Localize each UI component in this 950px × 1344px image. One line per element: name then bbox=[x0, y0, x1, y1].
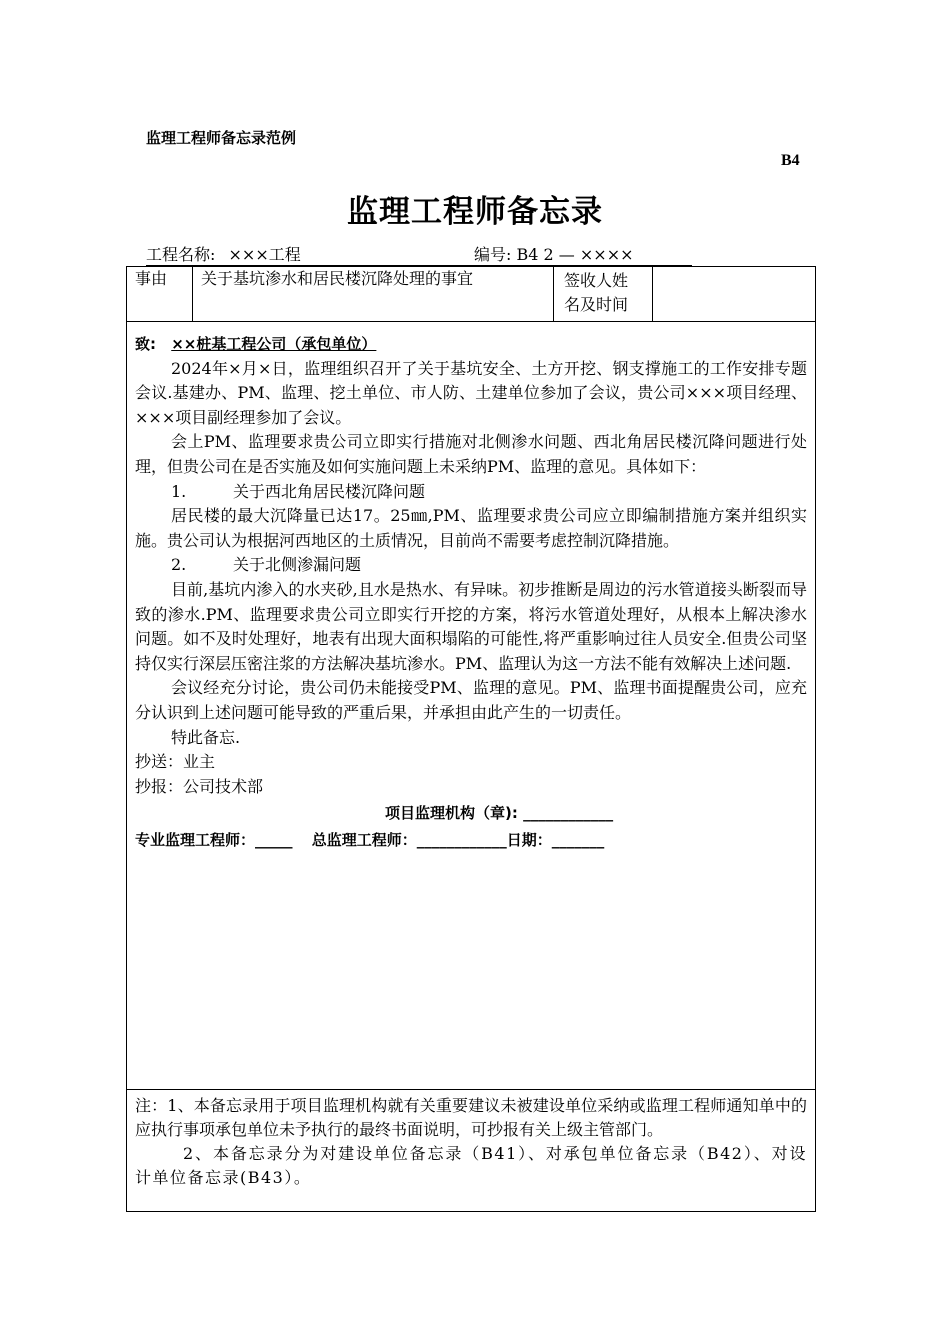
number-value: B4 2 — ×××× bbox=[516, 245, 634, 264]
project-label: 工程名称: bbox=[146, 245, 216, 264]
signature-line bbox=[135, 828, 807, 853]
item-title: 关于北侧渗漏问题 bbox=[233, 555, 362, 575]
subject-label: 事由 bbox=[127, 267, 193, 322]
note-2: 2、本备忘录分为对建设单位备忘录（B41）、对承包单位备忘录（B42）、对设计单位备忘录(B43）。 bbox=[135, 1144, 807, 1187]
signature-block bbox=[135, 801, 807, 852]
item-number: 2. bbox=[171, 555, 187, 575]
recipient-label: 致: bbox=[135, 335, 156, 353]
paragraph-closing: 特此备忘. bbox=[171, 727, 241, 747]
subject-value: 关于基坑渗水和居民楼沉降处理的事宜 bbox=[193, 267, 554, 322]
memo-table bbox=[126, 266, 816, 1212]
form-code: B4 bbox=[781, 152, 800, 169]
document-number-field bbox=[474, 245, 692, 265]
page-title: 监理工程师备忘录 bbox=[347, 194, 603, 230]
paragraph-conclusion: 会议经充分讨论，贵公司仍未能接受PM、监理的意见。PM、监理书面提醒贵公司，应充分认识到上述问题可能导致的严重后果，并承担由此产生的一切责任。 bbox=[135, 678, 807, 722]
organization-seal-line: 项目监理机构（章): ____________ bbox=[385, 804, 614, 823]
item-heading-settlement bbox=[135, 480, 807, 505]
signer-label bbox=[554, 267, 653, 322]
paragraph-meeting: 2024年×月×日，监理组织召开了关于基坑安全、土方开挖、钢支撑施工的工作安排专题会议.基建办、PM、监理、挖土单位、市人防、土建单位参加了会议，贵公司×××项目经理、×××项目副经理参加了会议。 bbox=[135, 358, 807, 427]
item-heading-leakage bbox=[135, 553, 807, 578]
document-label: 监理工程师备忘录范例 bbox=[146, 129, 297, 147]
recipient-line bbox=[135, 332, 807, 357]
project-value: ×××工程 bbox=[228, 245, 301, 264]
cc-owner: 抄送：业主 bbox=[135, 752, 216, 772]
notes bbox=[127, 1090, 816, 1212]
paragraph-leakage: 目前,基坑内渗入的水夹砂,且水是热水、有异味。初步推断是周边的污水管道接头断裂而导致的渗水.PM、监理要求贵公司立即实行开挖的方案，将污水管道处理好，从根本上解决渗水问题。如不及时处理好，地表有出现大面积塌陷的可能性,将严重影响过往人员安全.但贵公司坚持仅实行深层压密注浆的方法解决基坑渗水。PM、监理认为这一方法不能有效解决上述问题. bbox=[135, 579, 807, 673]
number-label: 编号: bbox=[474, 245, 512, 264]
cc-department: 抄报：公司技术部 bbox=[135, 776, 264, 796]
project-name-field bbox=[146, 245, 466, 265]
date-field: 日期：_______ bbox=[506, 830, 605, 849]
signer-label-line1: 签收人姓 bbox=[564, 271, 629, 290]
chief-engineer-signature: 总监理工程师：____________ bbox=[311, 830, 507, 849]
note-1: 注：1、本备忘录用于项目监理机构就有关重要建议未被建设单位采纳或监理工程师通知单中的应执行事项承包单位未予执行的最终书面说明，可抄报有关上级主管部门。 bbox=[135, 1096, 807, 1139]
paragraph-settlement: 居民楼的最大沉降量已达17。25㎜,PM、监理要求贵公司应立即编制措施方案并组织实施。贵公司认为根据河西地区的土质情况，目前尚不需要考虑控制沉降措施。 bbox=[135, 506, 807, 550]
item-title: 关于西北角居民楼沉降问题 bbox=[233, 481, 426, 501]
notes-row bbox=[127, 1090, 816, 1212]
engineer-signature: 专业监理工程师：_____ bbox=[135, 830, 293, 849]
signer-label-line2: 名及时间 bbox=[564, 295, 629, 314]
signer-value bbox=[653, 267, 816, 322]
paragraph-requirements: 会上PM、监理要求贵公司立即实行措施对北侧渗水问题、西北角居民楼沉降问题进行处理，但贵公司在是否实施及如何实施问题上未采纳PM、监理的意见。具体如下： bbox=[135, 432, 807, 476]
item-number: 1. bbox=[171, 481, 187, 501]
recipient-value: ××桩基工程公司（承包单位） bbox=[171, 335, 377, 353]
subject-row bbox=[127, 267, 816, 322]
memo-body bbox=[127, 322, 816, 1090]
body-row bbox=[127, 322, 816, 1090]
